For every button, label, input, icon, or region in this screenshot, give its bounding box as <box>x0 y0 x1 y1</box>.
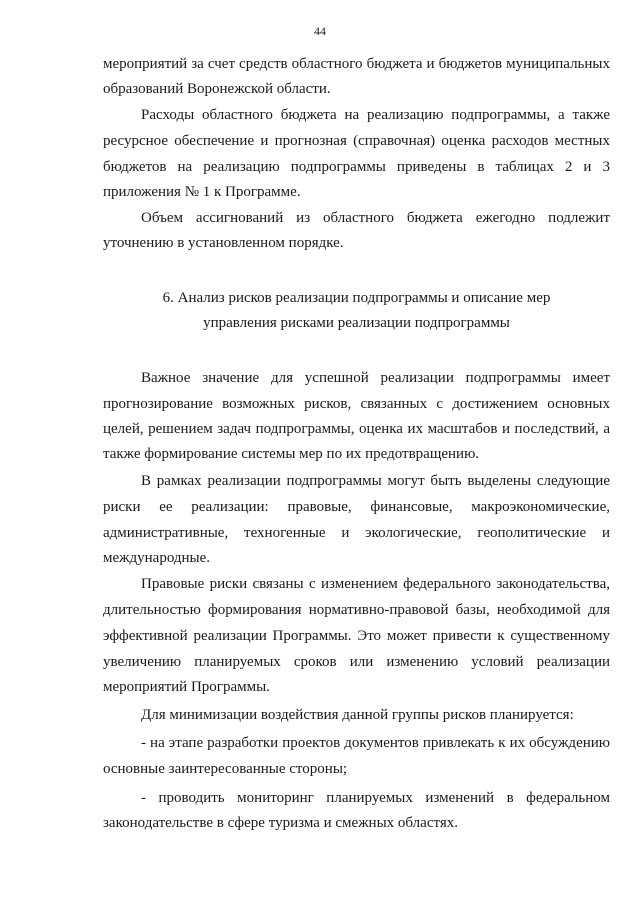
paragraph-line: В рамках реализации подпрограммы могут быть выделены следующие <box>141 473 610 489</box>
paragraph-line: целей, решением задач подпрограммы, оценка их масштабов и последствий, а <box>103 421 610 437</box>
paragraph-line: образований Воронежской области. <box>103 81 331 97</box>
paragraph-line: бюджетов на реализацию подпрограммы приведены в таблицах 2 и 3 <box>103 159 610 175</box>
list-item-line: - на этапе разработки проектов документов привлекать к их обсуждению <box>141 735 610 751</box>
paragraph-line: Расходы областного бюджета на реализацию подпрограммы, а также <box>141 107 610 123</box>
paragraph-line: Правовые риски связаны с изменением федерального законодательства, <box>141 576 610 592</box>
paragraph-line: Для минимизации воздействия данной группы рисков планируется: <box>141 707 574 723</box>
section-heading: управления рисками реализации подпрограммы <box>203 315 510 331</box>
list-item-line: основные заинтересованные стороны; <box>103 761 348 777</box>
paragraph-line: длительностью формирования нормативно-правовой базы, необходимой для <box>103 602 610 618</box>
paragraph-line: уточнению в установленном порядке. <box>103 235 344 251</box>
paragraph-line: прогнозирование возможных рисков, связанных с достижением основных <box>103 396 610 412</box>
paragraph-line: ресурсное обеспечение и прогнозная (справочная) оценка расходов местных <box>103 133 610 149</box>
paragraph-line: Объем ассигнований из областного бюджета ежегодно подлежит <box>141 210 610 226</box>
paragraph-line: увеличению планируемых сроков или изменению условий реализации <box>103 654 610 670</box>
paragraph-line: международные. <box>103 550 211 566</box>
paragraph-line: мероприятий за счет средств областного бюджета и бюджетов муниципальных <box>103 56 610 72</box>
paragraph-line: Важное значение для успешной реализации подпрограммы имеет <box>141 370 610 386</box>
paragraph-line: риски ее реализации: правовые, финансовые, макроэкономические, <box>103 499 610 515</box>
paragraph-line: эффективной реализации Программы. Это может привести к существенному <box>103 628 610 644</box>
paragraph-line: приложения № 1 к Программе. <box>103 184 301 200</box>
section-heading: 6. Анализ рисков реализации подпрограммы и описание мер <box>162 290 551 306</box>
list-item-line: - проводить мониторинг планируемых изменений в федеральном <box>141 790 610 806</box>
paragraph-line: административные, техногенные и экологические, геополитические и <box>103 525 610 541</box>
page-number: 44 <box>314 24 326 38</box>
paragraph-line: также формирование системы мер по их предотвращению. <box>103 446 480 462</box>
list-item-line: законодательстве в сфере туризма и смежных областях. <box>103 815 458 831</box>
paragraph-line: мероприятий Программы. <box>103 679 270 695</box>
